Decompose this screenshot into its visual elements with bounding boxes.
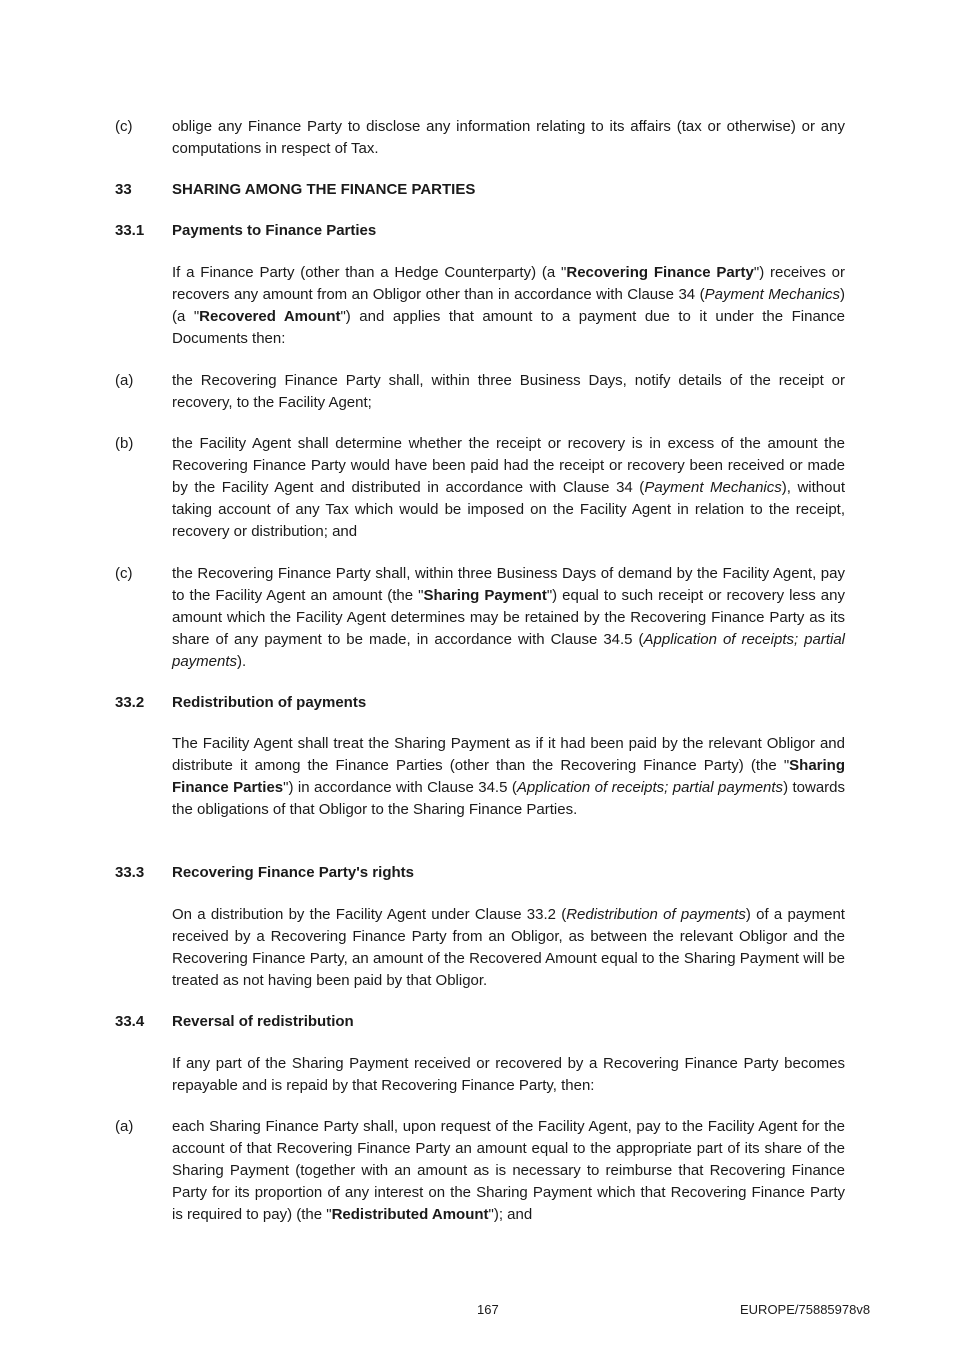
page-number: 167 [477, 1302, 499, 1317]
item-label: (c) [115, 565, 133, 582]
item-text: the Recovering Finance Party shall, within three Business Days of demand by the Facility Agent, pay to the Facility Agent an amount (the "Sharing Payment") equal to such receipt or recovery less any amount which the Facility Agent determines may be retained by the Recovering Finance Party as its share of any payment to be made, in accordance with Clause 34.5 (Application of receipts; partial payments). [172, 565, 846, 670]
clause-number: 33.2 [115, 694, 145, 711]
clause-reference: Redistribution of payments [566, 906, 746, 923]
item-label: (a) [115, 372, 134, 389]
defined-term: Sharing Payment [423, 587, 547, 604]
clause-number: 33.3 [115, 864, 145, 881]
clause-reference: Application of receipts; partial payments [516, 779, 784, 796]
clause-number: 33.4 [115, 1013, 145, 1030]
item-label: (a) [115, 1118, 134, 1135]
clause-title: Payments to Finance Parties [172, 222, 377, 239]
clause-reference: Application of receipts; partial payments [172, 631, 846, 670]
defined-term: Recovering Finance Party [566, 264, 754, 281]
item-text: oblige any Finance Party to disclose any information relating to its affairs (tax or otherwise) or any computations in respect of Tax. [172, 118, 845, 157]
clause-title: SHARING AMONG THE FINANCE PARTIES [172, 181, 476, 198]
clause-title: Recovering Finance Party's rights [172, 864, 414, 881]
clause-title: Reversal of redistribution [172, 1013, 354, 1030]
defined-term: Sharing Finance Parties [172, 757, 845, 796]
clause-number: 33 [115, 181, 132, 198]
clause-reference: Payment Mechanics [704, 286, 840, 303]
defined-term: Recovered Amount [199, 308, 341, 325]
item-text: each Sharing Finance Party shall, upon request of the Facility Agent, pay to the Facility Agent for the account of that Recovering Finance Party an amount equal to the appropriate part of its share of the Sharing Payment (together with an amount as is necessary to reimburse that Recovering Finance Party for its proportion of any interest on the Sharing Payment which that Recovering Finance Party is required to pay) (the "Redistributed Amount"); and [172, 1118, 845, 1223]
document-reference: EUROPE/75885978v8 [740, 1302, 871, 1317]
item-label: (b) [115, 435, 134, 452]
clause-number: 33.1 [115, 222, 145, 239]
paragraph-text: If any part of the Sharing Payment received or recovered by a Recovering Finance Party becomes repayable and is repaid by that Recovering Finance Party, then: [172, 1055, 845, 1094]
item-label: (c) [115, 118, 133, 135]
item-text: the Facility Agent shall determine whether the receipt or recovery is in excess of the amount the Recovering Finance Party would have been paid had the receipt or recovery been received or made by the Facility Agent and distributed in accordance with Clause 34 (Payment Mechanics), without taking account of any Tax which would be imposed on the Facility Agent in relation to the receipt, recovery or distribution; and [172, 435, 846, 540]
paragraph-text: The Facility Agent shall treat the Sharing Payment as if it had been paid by the relevant Obligor and distribute it among the Finance Parties (other than the Recovering Finance Party) (the "Sharing Finance Parties") in accordance with Clause 34.5 (Application of receipts; partial payments) towards the obligations of that Obligor to the Sharing Finance Parties. [172, 735, 846, 818]
paragraph-text: On a distribution by the Facility Agent under Clause 33.2 (Redistribution of payments) of a payment received by a Recovering Finance Party from an Obligor, as between the relevant Obligor and the Recovering Finance Party, an amount of the Recovered Amount equal to the Sharing Payment will be treated as not having been paid by that Obligor. [172, 906, 845, 989]
paragraph-text: If a Finance Party (other than a Hedge Counterparty) (a "Recovering Finance Party") receives or recovers any amount from an Obligor other than in accordance with Clause 34 (Payment Mechanics) (a "Recovered Amount") and applies that amount to a payment due to it under the Finance Documents then: [172, 264, 845, 347]
item-text: the Recovering Finance Party shall, within three Business Days, notify details of the receipt or recovery, to the Facility Agent; [172, 372, 845, 411]
clause-reference: Payment Mechanics [644, 479, 782, 496]
clause-title: Redistribution of payments [172, 694, 367, 711]
defined-term: Redistributed Amount [331, 1206, 489, 1223]
